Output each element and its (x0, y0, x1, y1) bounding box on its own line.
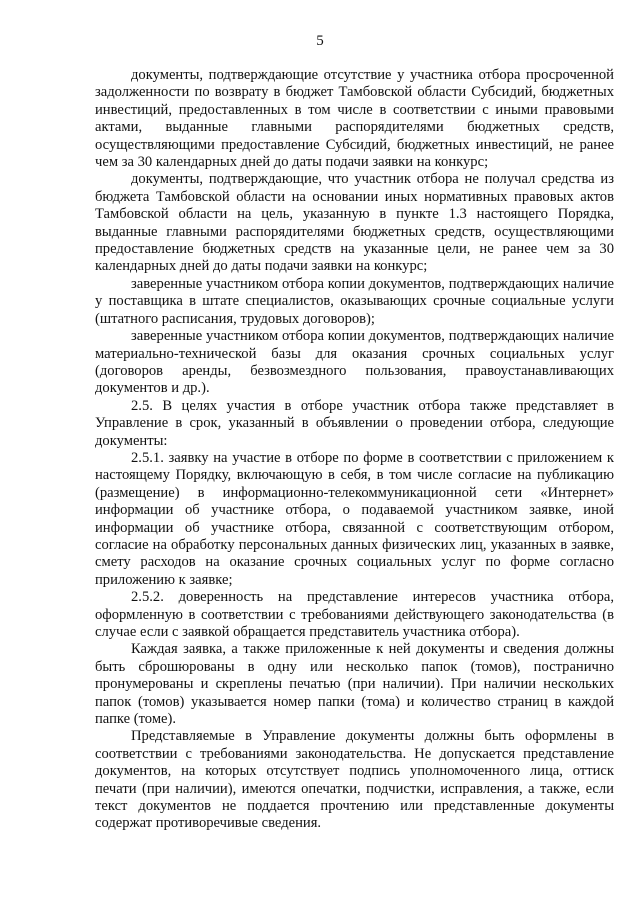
paragraph-no-other-funding-documents: документы, подтверждающие, что участник отбора не получал средства из бюджета Тамбовской области на основании иных нормативных правовых актов Тамбовской области на цель, указанную в пункте 1.3 настоящего Порядка, выданные главными распорядителями бюджетных средств, осуществляющими предоставление бюджетных средств на указанные цели, не ранее чем за 30 календарных дней до даты подачи заявки на конкурс; (95, 171, 614, 275)
paragraph-2-5: 2.5. В целях участия в отборе участник отбора также представляет в Управление в срок, указанный в объявлении о проведении отбора, следующие документы: (95, 397, 614, 449)
paragraph-formatting-requirements: Представляемые в Управление документы должны быть оформлены в соответствии с требованиями законодательства. Не допускается представление документов, на которых отсутствует подпись уполномоченного лица, оттиск печати (при наличии), имеются опечатки, подчистки, исправления, а также, если текст документов не поддается прочтению или представленные документы содержат противоречивые сведения. (95, 728, 614, 832)
document-body (95, 67, 614, 833)
paragraph-2-5-1: 2.5.1. заявку на участие в отборе по форме в соответствии с приложением к настоящему Порядку, включающую в себя, в том числе согласие на публикацию (размещение) в информационно-телекоммуникационной сети «Интернет» информации об участнике отбора, о подаваемой участником заявке, иной информации об участнике отбора, связанной с соответствующим отбором, согласие на обработку персональных данных физических лиц, указанных в заявке, смету расходов на оказание срочных социальных услуг по форме согласно приложению к заявке; (95, 449, 614, 588)
paragraph-binding-requirements: Каждая заявка, а также приложенные к ней документы и сведения должны быть сброшюрованы в одну или несколько папок (томов), постранично пронумерованы и скреплены печатью (при наличии). При наличии нескольких папок (томов) указывается номер папки (тома) и количество страниц в каждой папке (томе). (95, 641, 614, 728)
paragraph-material-base-copies: заверенные участником отбора копии документов, подтверждающих наличие материально-технической базы для оказания срочных социальных услуг (договоров аренды, безвозмездного пользования, правоустанавливающих документов и др.). (95, 328, 614, 397)
page-number: 5 (316, 33, 324, 49)
paragraph-debt-absence-documents: документы, подтверждающие отсутствие у участника отбора просроченной задолженности по возврату в бюджет Тамбовской области Субсидий, бюджетных инвестиций, предоставленных в том числе в соответствии с иными правовыми актами, выданные главными распорядителями бюджетных средств, осуществляющими предоставление Субсидий, бюджетных инвестиций, не ранее чем за 30 календарных дней до даты подачи заявки на конкурс; (95, 67, 614, 171)
paragraph-2-5-2: 2.5.2. доверенность на представление интересов участника отбора, оформленную в соответствии с требованиями действующего законодательства (в случае если с заявкой обращается представитель участника отбора). (95, 589, 614, 640)
paragraph-staff-specialists-copies: заверенные участником отбора копии документов, подтверждающих наличие у поставщика в штате специалистов, оказывающих срочные социальные услуги (штатного расписания, трудовых договоров); (95, 275, 614, 327)
